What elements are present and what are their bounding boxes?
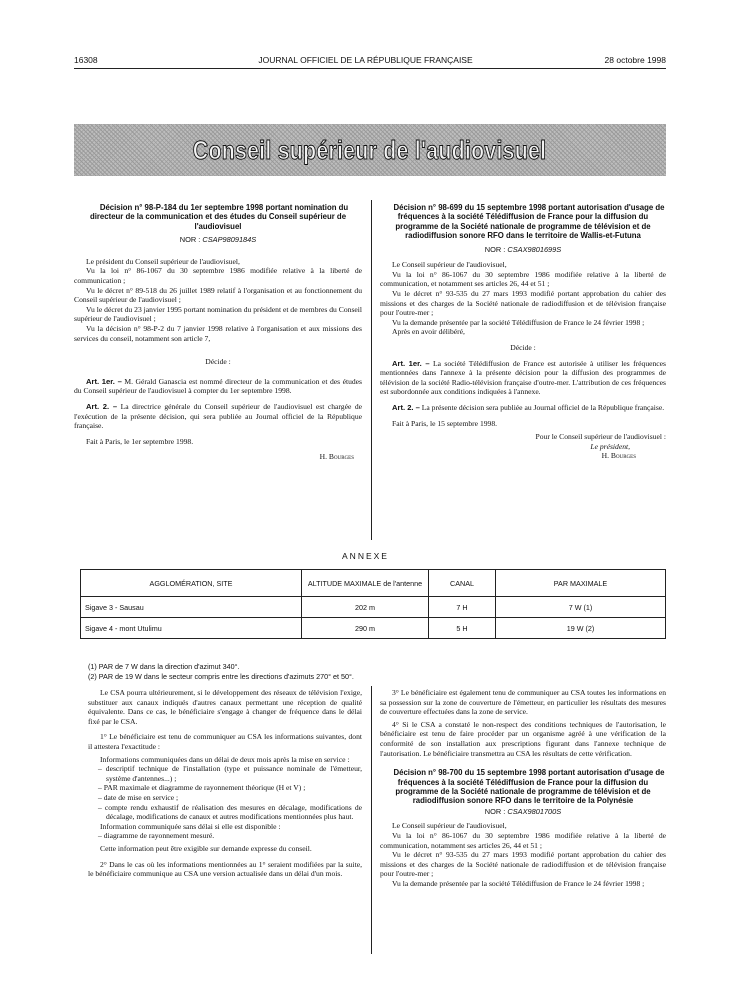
cell-site: Sigave 4 - mont Utulimu (81, 618, 302, 639)
list-item: – PAR maximale et diagramme de rayonnement théorique (H et V) ; (98, 783, 362, 793)
d1-done: Fait à Paris, le 1er septembre 1998. (86, 436, 194, 446)
cell-par: 7 W (1) (496, 597, 666, 618)
d1-para-0: Le président du Conseil supérieur de l'audiovisuel, (86, 256, 240, 266)
d1-art1: Art. 1er. – M. Gérald Ganascia est nommé directeur de la communication et des études du Conseil supérieur de l'audiovisuel à compter du 1er septembre 1998. (74, 376, 362, 396)
cell-altitude: 290 m (302, 618, 429, 639)
issue-date: 28 octobre 1998 (604, 55, 666, 65)
annexe-title: ANNEXE (342, 551, 389, 561)
d3-para-3: Vu la demande présentée par la société Télédiffusion de France le 24 février 1998 ; (392, 878, 645, 888)
list-item: – diagramme de rayonnement mesuré. (98, 831, 362, 841)
col-header-altitude: ALTITUDE MAXIMALE de l'antenne (302, 570, 429, 597)
d2-para-1: Vu la loi n° 86-1067 du 30 septembre 1986 modifiée relative à la liberté de communication, et notamment ses articles 26, 44 et 51 ; (380, 269, 666, 289)
d2-signature: H. Bourges (601, 451, 636, 461)
d1-art2: Art. 2. – La directrice générale du Conseil supérieur de l'audiovisuel est chargée de l'exécution de la présente décision, qui sera publiée au Journal officiel de la République française. (74, 401, 363, 431)
d3-para-0: Le Conseil supérieur de l'audiovisuel, (392, 821, 507, 831)
conditions-left (88, 688, 362, 879)
d2-sign-role: Le président, (590, 441, 630, 451)
cell-par: 19 W (2) (496, 618, 666, 639)
annexe-table (80, 569, 666, 639)
d3-para-1: Vu la loi n° 86-1067 du 30 septembre 1986 modifiée relative à la liberté de communication, notamment ses articles 26, 44 et 51 ; (380, 830, 666, 850)
condition-para: Information communiquée sans délai si elle est disponible : (100, 821, 281, 831)
column-divider-bottom (371, 686, 372, 954)
list-item: – descriptif technique de l'installation (type et puissance nominale de l'émetteur, système d'antennes...) ; (98, 764, 362, 783)
header-rule (74, 68, 666, 69)
annexe-note-1: (1) PAR de 7 W dans la direction d'azimut 340°. (88, 662, 240, 671)
d2-done: Fait à Paris, le 15 septembre 1998. (392, 418, 498, 428)
table-row (81, 618, 666, 639)
d2-decide: Décide : (510, 342, 536, 352)
condition-para: Le CSA pourra ultérieurement, si le développement des réseaux de télévision l'exige, substituer aux canaux indiqués d'autres canaux permettant une réception de qualité équivalente. Dans ce cas, le bénéficiaire s'engage à changer de fréquence dans le délai fixé par le CSA. (88, 688, 362, 726)
decision-3-nor: NOR : CSAX9801700S (484, 806, 562, 816)
d1-para-3: Vu le décret du 23 janvier 1995 portant nomination du président et de membres du Conseil supérieur de l'audiovisuel ; (74, 304, 362, 324)
section-banner (74, 124, 666, 176)
banner-title: Conseil supérieur de l'audiovisuel (193, 134, 547, 165)
cell-canal: 5 H (429, 618, 496, 639)
d2-art2: Art. 2. – La présente décision sera publiée au Journal officiel de la République française. (392, 402, 665, 412)
condition-para: Cette information peut être exigible sur demande expresse du conseil. (100, 843, 312, 853)
condition-para: 1° Le bénéficiaire est tenu de communiquer au CSA les informations suivantes, dont il attestera l'exactitude : (88, 732, 362, 751)
decision-3-title: Décision n° 98-700 du 15 septembre 1998 portant autorisation d'usage de fréquences à la société Télédiffusion de France pour la diffusion du programme de la Société nationale de programme de télévision et de radiodiffusion sonore RFO dans le territoire de la Polynésie (393, 768, 665, 806)
page-number: 16308 (74, 55, 98, 65)
conditions-right (380, 688, 666, 889)
decision-2-nor: NOR : CSAX9801699S (484, 244, 562, 254)
decision-1-nor: NOR : CSAP9809184S (179, 235, 257, 245)
column-divider-top (371, 200, 372, 540)
annexe-header-row (81, 570, 666, 597)
cell-site: Sigave 3 - Sausau (81, 597, 302, 618)
d1-para-2: Vu le décret n° 89-518 du 26 juillet 1989 relatif à l'organisation et au fonctionnement du Conseil supérieur de l'audiovisuel ; (74, 285, 362, 305)
d1-para-1: Vu la loi n° 86-1067 du 30 septembre 1986 modifiée relative à la liberté de communication ; (74, 266, 362, 285)
d2-sign-for: Pour le Conseil supérieur de l'audiovisuel : (535, 432, 666, 442)
d1-para-4: Vu la décision n° 98-P-2 du 7 janvier 1998 relative à l'organisation et aux missions des services du conseil, notamment son article 7, (74, 323, 362, 343)
info-list-2 (88, 831, 362, 841)
d3-para-2: Vu le décret n° 93-535 du 27 mars 1993 modifié portant approbation du cahier des missions et des charges de la Société nationale de radiodiffusion et de télévision française pour l'outre-mer ; (380, 850, 666, 879)
annexe-note-2: (2) PAR de 19 W dans le secteur compris entre les directions d'azimuts 270° et 50°. (88, 672, 354, 681)
d2-para-3: Vu la demande présentée par la société Télédiffusion de France le 24 février 1998 ; (392, 317, 645, 327)
cell-altitude: 202 m (302, 597, 429, 618)
col-header-canal: CANAL (429, 570, 496, 597)
condition-para: Informations communiquées dans un délai de deux mois après la mise en service : (100, 754, 350, 764)
d2-para-4: Après en avoir délibéré, (392, 327, 465, 337)
decision-1-title: Décision n° 98-P-184 du 1er septembre 1998 portant nomination du directeur de la communication et des études du Conseil supérieur de l'audiovisuel (89, 203, 349, 231)
journal-title: JOURNAL OFFICIEL DE LA RÉPUBLIQUE FRANÇAISE (258, 55, 473, 65)
list-item: – compte rendu exhaustif de réalisation des mesures en décalage, modifications de décalage, modifications de canaux et autres modifications mentionnées plus haut. (98, 803, 362, 822)
d2-para-2: Vu le décret n° 93-535 du 27 mars 1993 modifié portant approbation du cahier des missions et des charges de la Société nationale de radiodiffusion et de télévision française pour l'outre-mer ; (380, 289, 666, 318)
d2-para-0: Le Conseil supérieur de l'audiovisuel, (392, 260, 507, 270)
table-row (81, 597, 666, 618)
col-header-par: PAR MAXIMALE (496, 570, 666, 597)
condition-para: 2° Dans le cas où les informations mentionnées au 1° seraient modifiées par la suite, le bénéficiaire communique au CSA une version actualisée dans un délai d'un mois. (88, 859, 362, 879)
cell-canal: 7 H (429, 597, 496, 618)
d1-decide: Décide : (205, 357, 231, 367)
decision-2-title: Décision n° 98-699 du 15 septembre 1998 portant autorisation d'usage de fréquences à la société Télédiffusion de France pour la diffusion du programme de la Société nationale de programme de télévision et de radiodiffusion sonore RFO dans le territoire de Wallis-et-Futuna (393, 203, 665, 241)
d1-signature: H. Bourges (319, 452, 354, 462)
d2-art1: Art. 1er. – La société Télédiffusion de France est autorisée à utiliser les fréquences mentionnées dans l'annexe à la présente décision pour la diffusion des programmes de télévision de la société Radio-télévision française d'outre-mer. L'attribution de ces fréquences est subordonnée aux conditions indiquées à l'annexe. (380, 358, 666, 397)
decision-1 (74, 203, 362, 462)
col-header-site: AGGLOMÉRATION, SITE (81, 570, 302, 597)
decision-2 (380, 203, 666, 461)
condition-para: 3° Le bénéficiaire est également tenu de communiquer au CSA toutes les informations en sa possession sur la zone de couverture de l'émetteur, en particulier les résultats des mesures de couverture effectuées dans la zone de service. (380, 688, 666, 717)
info-list (88, 764, 362, 822)
list-item: – date de mise en service ; (98, 793, 362, 803)
condition-para: 4° Si le CSA a constaté le non-respect des conditions techniques de l'autorisation, le bénéficiaire est tenu de faire procéder par un organisme agréé à une vérification de la conformité de son installation aux prescriptions figurant dans l'annexe technique de l'autorisation. Le bénéficiaire transmettra au CSA les résultats de cette vérification. (380, 719, 666, 758)
